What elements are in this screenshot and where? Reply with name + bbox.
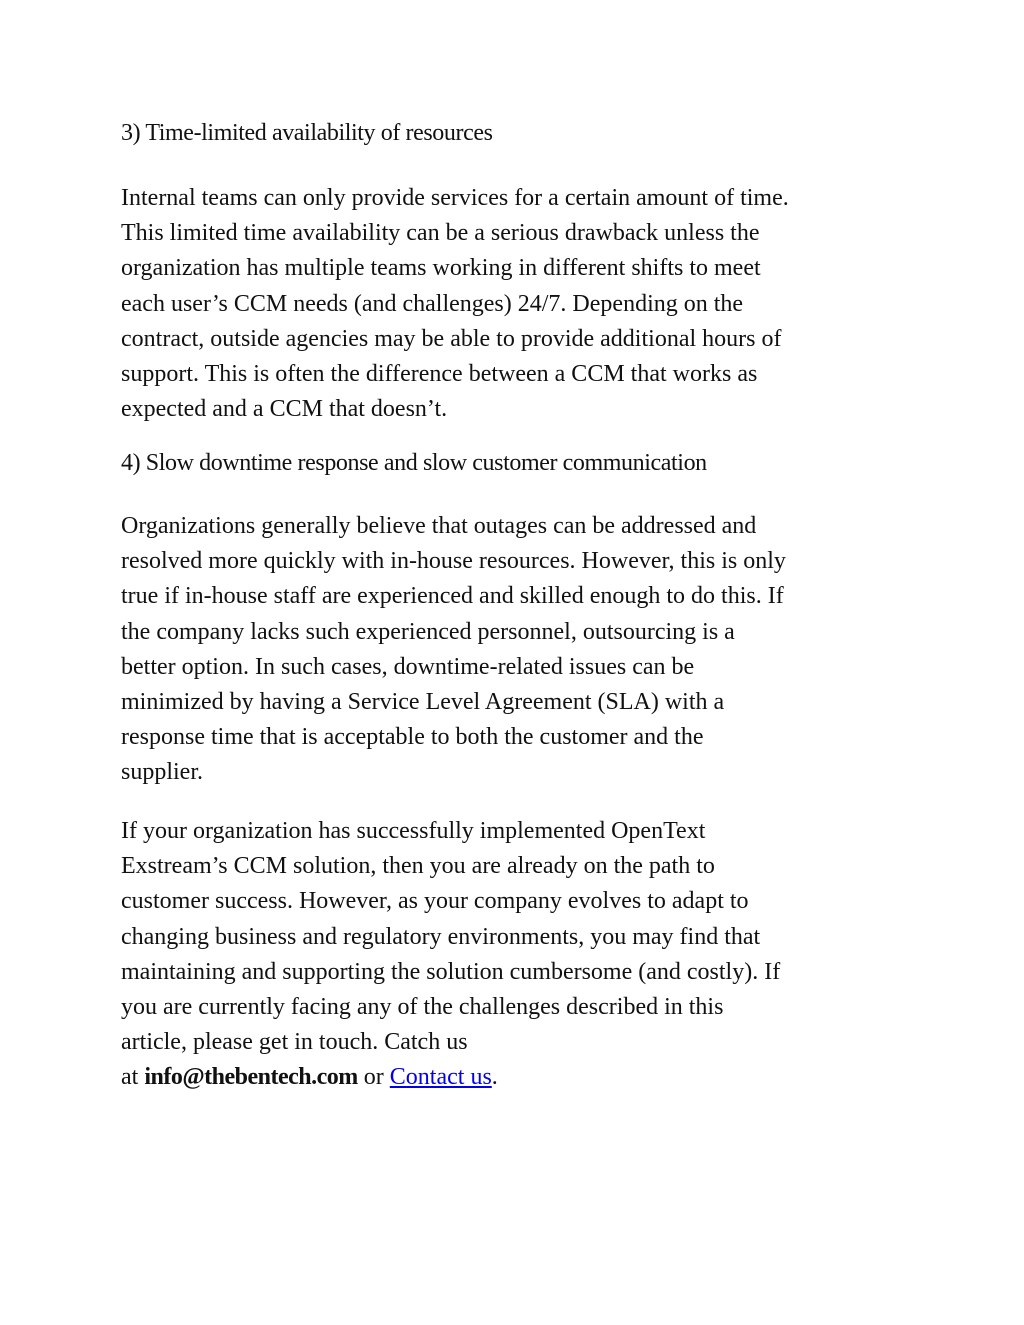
paragraph-line: contract, outside agencies may be able to provide additional hours of — [121, 325, 782, 352]
paragraph-line: article, please get in touch. Catch us — [121, 1029, 468, 1056]
paragraph-line: you are currently facing any of the challenges described in this — [121, 994, 724, 1021]
paragraph-line: better option. In such cases, downtime-related issues can be — [121, 653, 695, 680]
paragraph-line: changing business and regulatory environments, you may find that — [121, 923, 761, 950]
contact-prefix: at — [121, 1064, 145, 1091]
paragraph-line: supplier. — [121, 759, 203, 786]
paragraph-line: support. This is often the difference between a CCM that works as — [121, 361, 758, 388]
paragraph-line: minimized by having a Service Level Agreement (SLA) with a — [121, 689, 725, 716]
paragraph-line: the company lacks such experienced personnel, outsourcing is a — [121, 618, 735, 645]
paragraph-line: maintaining and supporting the solution cumbersome (and costly). If — [121, 958, 781, 985]
paragraph-line: organization has multiple teams working in different shifts to meet — [121, 255, 761, 282]
paragraph-line: This limited time availability can be a serious drawback unless the — [121, 220, 760, 247]
contact-connector: or — [357, 1064, 390, 1091]
section-4-heading: 4) Slow downtime response and slow customer communication — [121, 450, 707, 476]
closing-paragraph — [121, 814, 921, 1096]
paragraph-line: response time that is acceptable to both the customer and the — [121, 724, 704, 751]
paragraph-line: customer success. However, as your company evolves to adapt to — [121, 888, 749, 915]
contact-end-period: . — [491, 1064, 498, 1091]
paragraph-line: Organizations generally believe that outages can be addressed and — [121, 513, 757, 539]
paragraph-line: Exstream’s CCM solution, then you are already on the path to — [121, 853, 715, 880]
section-3-heading: 3) Time-limited availability of resources — [121, 120, 493, 146]
section-3-paragraph — [121, 181, 921, 427]
paragraph-line: expected and a CCM that doesn’t. — [121, 396, 448, 423]
paragraph-line: If your organization has successfully implemented OpenText — [121, 818, 706, 844]
contact-us-link[interactable]: Contact us — [389, 1064, 492, 1091]
paragraph-line: Internal teams can only provide services for a certain amount of time. — [121, 185, 789, 211]
contact-email: info@thebentech.com — [144, 1064, 358, 1091]
contact-line — [121, 1060, 921, 1095]
paragraph-line: each user’s CCM needs (and challenges) 24/7. Depending on the — [121, 290, 744, 317]
paragraph-line: resolved more quickly with in-house resources. However, this is only — [121, 548, 786, 575]
paragraph-line: true if in-house staff are experienced and skilled enough to do this. If — [121, 583, 784, 610]
section-4-paragraph — [121, 509, 921, 791]
